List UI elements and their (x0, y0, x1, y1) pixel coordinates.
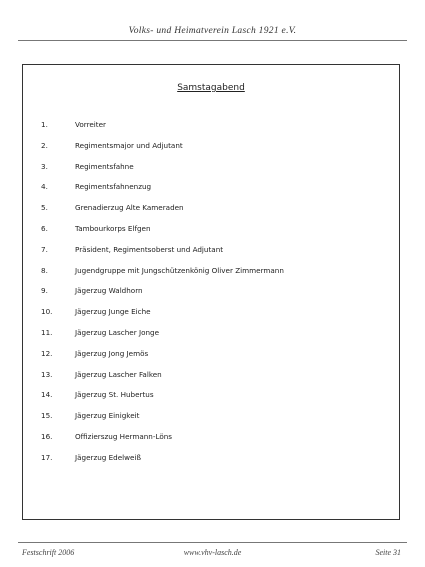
list-item-text: Jägerzug Junge Eiche (75, 307, 151, 317)
header-divider (18, 40, 407, 41)
list-item-number: 10. (41, 307, 53, 317)
list-item-number: 15. (41, 411, 53, 421)
list-item-number: 11. (41, 327, 53, 337)
list-item-text: Vorreiter (75, 120, 106, 129)
document-frame (22, 64, 400, 520)
list-item-number: 16. (41, 431, 53, 441)
list-item-number: 14. (41, 390, 53, 400)
list-item-text: Jägerzug Lascher Jonge (75, 327, 160, 337)
list-item-number: 17. (41, 452, 53, 462)
list-item-text: Präsident, Regimentsoberst und Adjutant (75, 244, 224, 254)
list-item-text: Regimentsfahne (75, 161, 134, 171)
footer-divider (18, 542, 407, 543)
list-item-number: 13. (41, 369, 53, 379)
list-item-text: Regimentsfahnenzug (75, 182, 152, 192)
list-item-text: Jägerzug Lascher Falken (75, 369, 162, 379)
list-item-text: Jägerzug Edelweiß (75, 452, 141, 462)
header-title: Volks- und Heimatverein Lasch 1921 e.V. (128, 26, 297, 36)
list-item-number: 5. (41, 203, 48, 213)
list-item-text: Regimentsmajor und Adjutant (75, 140, 183, 150)
list-item-number: 6. (41, 223, 48, 233)
list-item-text: Jugendgruppe mit Jungschützenkönig Oliver Zimmermann (75, 265, 284, 275)
list-item-number: 9. (41, 286, 48, 296)
list-item-number: 4. (41, 182, 48, 192)
document-title: Samstagabend (177, 83, 245, 93)
footer-website: www.vhv-lasch.de (183, 548, 242, 557)
list-item-number: 8. (41, 265, 48, 275)
list-item-text: Tambourkorps Elfgen (75, 223, 151, 233)
list-item-text: Jägerzug Jong Jemös (75, 348, 149, 358)
list-item-text: Jägerzug St. Hubertus (75, 390, 154, 400)
footer-publication: Festschrift 2006 (22, 548, 75, 557)
list-item-text: Jägerzug Waldhorn (75, 286, 143, 296)
list-item-number: 3. (41, 161, 48, 171)
list-item-text: Grenadierzug Alte Kameraden (75, 203, 184, 213)
list-item-text: Jägerzug Einigkeit (75, 411, 140, 421)
list-item-number: 12. (41, 348, 53, 358)
list-item-number: 2. (41, 140, 48, 150)
list-item-text: Offizierszug Hermann-Löns (75, 431, 173, 441)
list-item-number: 7. (41, 244, 48, 254)
list-item-number: 1. (41, 120, 48, 129)
footer-page-number: Seite 31 (375, 548, 401, 557)
